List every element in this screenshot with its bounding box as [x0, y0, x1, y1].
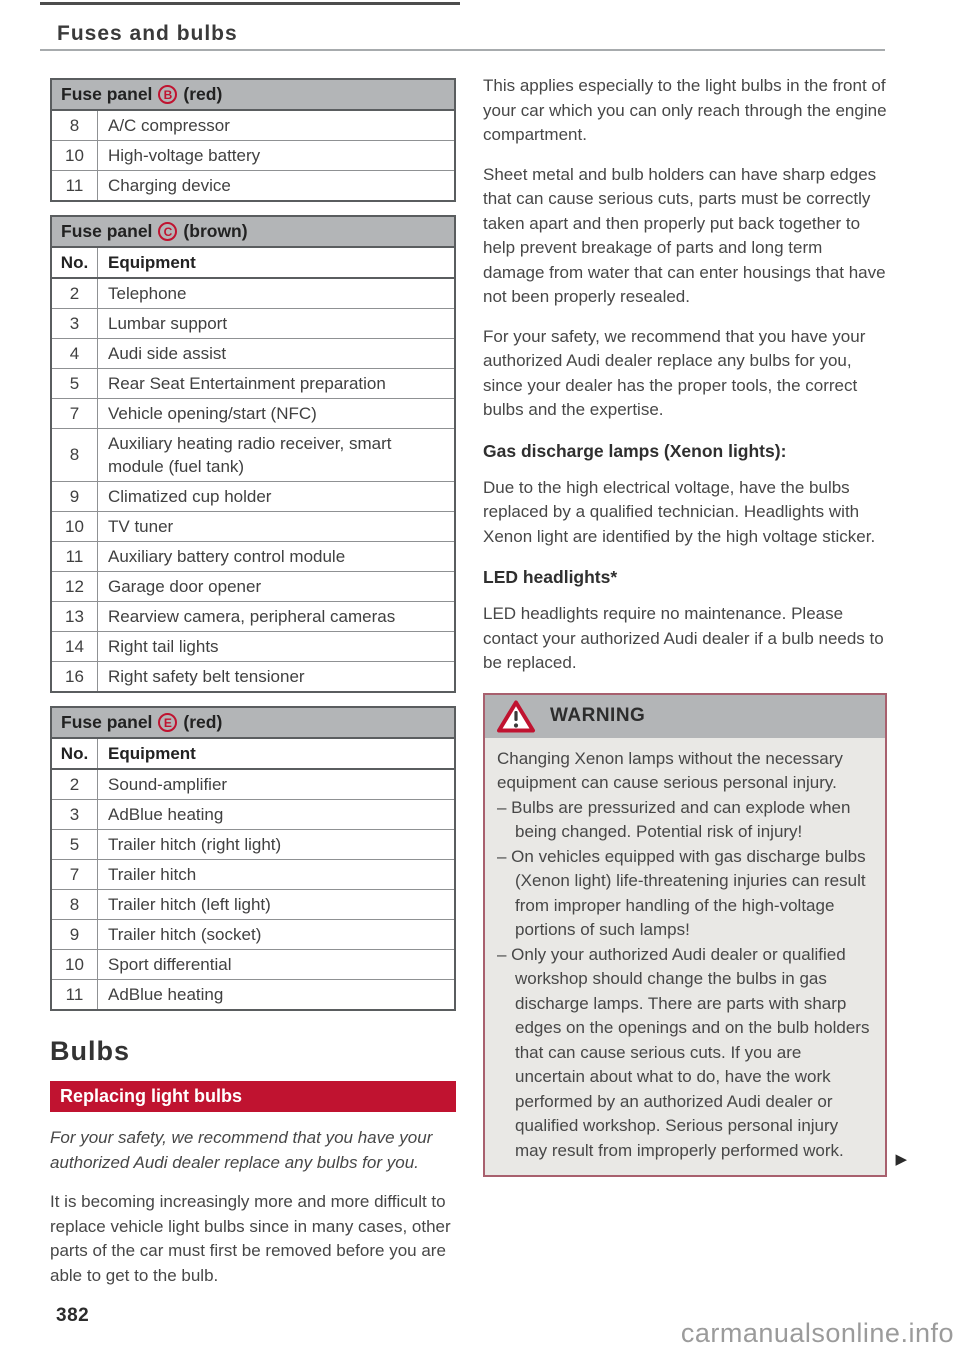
page-continue-arrow-icon: ▶ — [895, 1151, 907, 1168]
fuse-table-row — [52, 428, 454, 481]
fuse-table-row — [52, 481, 454, 511]
fuse-table-row — [52, 368, 454, 398]
warning-label: WARNING — [550, 705, 646, 726]
fuse-table-row — [52, 829, 454, 859]
fuse-panel-color-label: (red) — [183, 712, 223, 732]
column-header-no: No. — [52, 739, 98, 768]
fuse-number: 7 — [52, 399, 98, 428]
fuse-equipment: AdBlue heating — [108, 805, 224, 824]
fuse-number: 13 — [52, 602, 98, 631]
fuse-equipment: Auxiliary heating radio receiver, smart module (fuel tank) — [108, 434, 392, 476]
fuse-number: 3 — [52, 309, 98, 338]
table-column-header — [52, 246, 454, 277]
page-title: Fuses and bulbs — [57, 22, 238, 45]
right-column — [483, 74, 907, 1177]
bulb-replacement-paragraph: It is becoming increasingly more and more difficult to replace vehicle light bulbs since in many cases, other parts of the car must first be removed before you are able to get to the bulb. — [50, 1192, 451, 1285]
fuse-letter-badge-icon: E — [158, 713, 177, 732]
column-header-equipment: Equipment — [108, 744, 196, 763]
fuse-panel-e-title — [52, 708, 454, 737]
fuse-panel-e-table — [50, 706, 456, 1011]
fuse-number: 8 — [52, 111, 98, 140]
fuse-number: 11 — [52, 542, 98, 571]
fuse-letter-badge-icon: C — [158, 222, 177, 241]
fuse-number: 9 — [52, 920, 98, 949]
fuse-equipment: Rearview camera, peripheral cameras — [108, 607, 396, 626]
fuse-table-row — [52, 768, 454, 799]
fuse-equipment: Audi side assist — [108, 344, 227, 363]
fuse-table-row — [52, 511, 454, 541]
paragraph-sheet-metal: Sheet metal and bulb holders can have sharp edges that can cause serious cuts, parts must be correctly taken apart and then properly put back together to help prevent breakage of parts and long term damage from water that can enter housings that have not been properly resealed. — [483, 164, 886, 306]
fuse-equipment: Rear Seat Entertainment preparation — [108, 374, 386, 393]
scan-edge-artifact — [40, 2, 460, 5]
safety-recommendation-note: For your safety, we recommend that you have your authorized Audi dealer replace any bulbs for you. — [50, 1128, 433, 1172]
fuse-number: 2 — [52, 279, 98, 308]
fuse-table-row — [52, 109, 454, 140]
fuse-equipment: TV tuner — [108, 517, 174, 536]
fuse-equipment: Garage door opener — [108, 577, 262, 596]
fuse-table-row — [52, 949, 454, 979]
warning-list-item: – Only your authorized Audi dealer or qualified workshop should change the bulbs in gas discharge lamps. There are parts with sharp edges on the openings and on the bulb holders that can cause serious cuts. If you are uncertain about what to do, have the work performed by an authorized Audi dealer or qualified workshop. Serious personal injury may result from improperly performed work. — [497, 944, 870, 1160]
fuse-equipment: Trailer hitch — [108, 865, 197, 884]
warning-item-list — [497, 796, 873, 1164]
fuse-table-row — [52, 170, 454, 200]
fuse-table-rows — [52, 109, 454, 200]
fuse-number: 3 — [52, 800, 98, 829]
fuse-equipment: Trailer hitch (socket) — [108, 925, 262, 944]
fuse-equipment: Vehicle opening/start (NFC) — [108, 404, 317, 423]
fuse-number: 9 — [52, 482, 98, 511]
fuse-table-row — [52, 919, 454, 949]
fuse-panel-c-table — [50, 215, 456, 693]
xenon-heading: Gas discharge lamps (Xenon lights): — [483, 440, 787, 461]
fuse-panel-c-title — [52, 217, 454, 246]
fuse-panel-b-table — [50, 78, 456, 202]
fuse-equipment: High-voltage battery — [108, 146, 261, 165]
warning-list-item: – Bulbs are pressurized and can explode when being changed. Potential risk of injury! — [497, 797, 851, 841]
fuse-equipment: Sport differential — [108, 955, 232, 974]
column-header-no: No. — [52, 248, 98, 277]
fuse-table-row — [52, 859, 454, 889]
fuse-panel-title-text: Fuse panel — [61, 221, 153, 241]
fuse-number: 10 — [52, 950, 98, 979]
column-header-equipment: Equipment — [108, 253, 196, 272]
paragraph-led: LED headlights require no maintenance. Please contact your authorized Audi dealer if a bulb needs to be replaced. — [483, 604, 884, 672]
fuse-equipment: AdBlue heating — [108, 985, 224, 1004]
fuse-number: 5 — [52, 830, 98, 859]
fuse-table-rows — [52, 768, 454, 1009]
warning-triangle-icon — [496, 699, 536, 734]
warning-header — [485, 695, 885, 738]
fuse-table-row — [52, 799, 454, 829]
fuse-equipment: Lumbar support — [108, 314, 228, 333]
fuse-number: 5 — [52, 369, 98, 398]
fuse-table-row — [52, 601, 454, 631]
fuse-letter-badge-icon: B — [158, 85, 177, 104]
fuse-table-row — [52, 571, 454, 601]
warning-body — [485, 738, 885, 1176]
fuse-equipment: Climatized cup holder — [108, 487, 272, 506]
replacing-light-bulbs-banner: Replacing light bulbs — [50, 1081, 456, 1112]
fuse-equipment: Sound-amplifier — [108, 775, 228, 794]
fuse-equipment: Trailer hitch (right light) — [108, 835, 282, 854]
paragraph-engine-compartment: This applies especially to the light bulbs in the front of your car which you can only reach through the engine compartment. — [483, 76, 887, 144]
fuse-panel-title-text: Fuse panel — [61, 712, 153, 732]
fuse-table-row — [52, 140, 454, 170]
watermark-text: carmanualsonline.info — [680, 1318, 954, 1348]
fuse-table-row — [52, 979, 454, 1009]
fuse-table-row — [52, 398, 454, 428]
fuse-panel-b-title — [52, 80, 454, 109]
led-heading: LED headlights* — [483, 567, 618, 587]
fuse-table-row — [52, 541, 454, 571]
fuse-table-row — [52, 889, 454, 919]
warning-box — [483, 693, 907, 1178]
fuse-equipment: Charging device — [108, 176, 231, 195]
fuse-equipment: A/C compressor — [108, 116, 230, 135]
warning-intro-text: Changing Xenon lamps without the necessary equipment can cause serious personal injury. — [497, 748, 843, 792]
fuse-equipment: Auxiliary battery control module — [108, 547, 346, 566]
page-number: 382 — [56, 1305, 90, 1326]
fuse-table-row — [52, 631, 454, 661]
fuse-number: 12 — [52, 572, 98, 601]
fuse-table-row — [52, 308, 454, 338]
fuse-equipment: Trailer hitch (left light) — [108, 895, 271, 914]
fuse-table-row — [52, 277, 454, 308]
fuse-number: 10 — [52, 141, 98, 170]
warning-list-item: – On vehicles equipped with gas discharge bulbs (Xenon light) life-threatening injuries can result from improper handling of the high-voltage portions of such lamps! — [497, 846, 866, 939]
fuse-equipment: Right tail lights — [108, 637, 219, 656]
bulbs-section-heading: Bulbs — [50, 1036, 131, 1066]
left-column — [50, 78, 456, 1288]
paragraph-xenon: Due to the high electrical voltage, have the bulbs replaced by a qualified technician. Headlights with Xenon light are identified by the high voltage sticker. — [483, 477, 876, 546]
paragraph-dealer-tools: For your safety, we recommend that you have your authorized Audi dealer replace any bulbs for you, since your dealer has the proper tools, the correct bulbs and the expertise. — [483, 326, 866, 419]
header-divider — [40, 49, 885, 51]
table-column-header — [52, 737, 454, 768]
fuse-number: 8 — [52, 429, 98, 481]
fuse-number: 8 — [52, 890, 98, 919]
fuse-table-row — [52, 338, 454, 368]
fuse-equipment: Right safety belt tensioner — [108, 667, 305, 686]
fuse-number: 2 — [52, 770, 98, 799]
fuse-panel-color-label: (brown) — [183, 221, 248, 241]
fuse-number: 16 — [52, 662, 98, 691]
fuse-number: 4 — [52, 339, 98, 368]
fuse-panel-color-label: (red) — [183, 84, 223, 104]
fuse-panel-title-text: Fuse panel — [61, 84, 153, 104]
fuse-number: 7 — [52, 860, 98, 889]
fuse-number: 14 — [52, 632, 98, 661]
fuse-table-rows — [52, 277, 454, 691]
fuse-table-row — [52, 661, 454, 691]
fuse-number: 10 — [52, 512, 98, 541]
fuse-equipment: Telephone — [108, 284, 187, 303]
fuse-number: 11 — [52, 980, 98, 1009]
fuse-number: 11 — [52, 171, 98, 200]
